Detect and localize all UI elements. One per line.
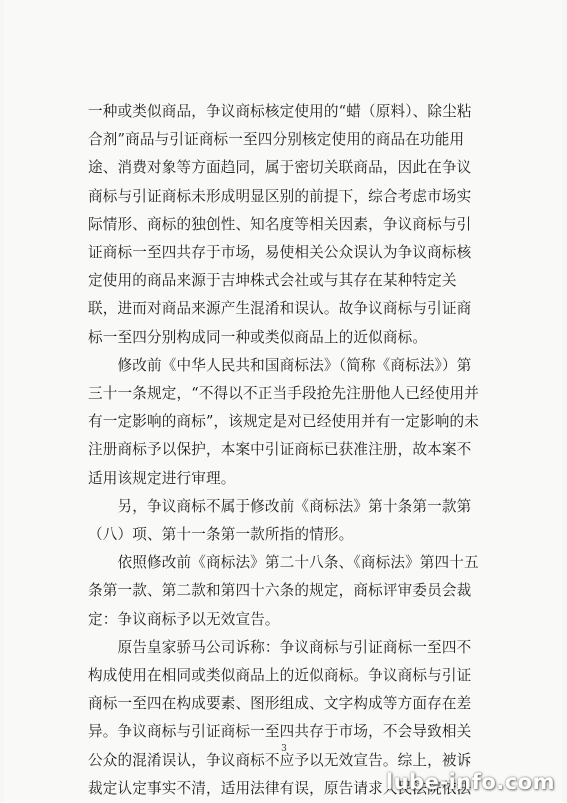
text-line: 有一定影响的商标”，该规定是对已经使用并有一定影响的未 — [88, 413, 479, 431]
text-line: 际情形、商标的独创性、知名度等相关因素，争议商标与引 — [88, 215, 472, 233]
document-body — [88, 98, 500, 803]
text-line: 途、消费对象等方面趋同，属于密切关联商品，因此在争议 — [88, 159, 472, 177]
text-line: 裁定认定事实不清，适用法律有误，原告请求人民法院依法 — [88, 779, 472, 797]
paragraph-1 — [88, 98, 500, 352]
text-line: 条第一款、第二款和第四十六条的规定，商标评审委员会裁 — [88, 582, 472, 600]
text-line: 构成使用在相同或类似商品上的近似商标。争议商标与引证 — [88, 667, 472, 685]
text-line: （八）项、第十一条第一款所指的情形。 — [88, 526, 354, 544]
text-line: 依照修改前《商标法》第二十八条、《商标法》第四十五 — [88, 554, 479, 572]
page-number: 3 — [281, 744, 287, 754]
text-line: 定：争议商标予以无效宣告。 — [88, 610, 280, 628]
text-line: 公众的混淆误认，争议商标不应予以无效宣告。综上，被诉 — [88, 751, 472, 769]
text-line: 商标一至四在构成要素、图形组成、文字构成等方面存在差 — [88, 695, 472, 713]
text-line: 一种或类似商品，争议商标核定使用的“蜡（原料）、除尘粘 — [88, 103, 472, 120]
text-line: 适用该规定进行审理。 — [88, 469, 236, 487]
text-line: 合剂”商品与引证商标一至四分别核定使用的商品在功能用 — [88, 131, 465, 149]
text-line: 商标与引证商标未形成明显区别的前提下，综合考虑市场实 — [88, 187, 472, 205]
text-line: 注册商标予以保护，本案中引证商标已获准注册，故本案不 — [88, 441, 472, 459]
site-watermark: lube-info.com — [385, 770, 555, 794]
text-line: 修改前《中华人民共和国商标法》（简称《商标法》）第 — [88, 356, 472, 374]
paragraph-4 — [88, 549, 500, 634]
text-line: 原告皇家骄马公司诉称：争议商标与引证商标一至四不 — [88, 638, 472, 656]
paragraph-3 — [88, 493, 500, 549]
text-line: 联，进而对商品来源产生混淆和误认。故争议商标与引证商 — [88, 300, 472, 318]
text-line: 三十一条规定，“不得以不正当手段抢先注册他人已经使用并 — [88, 385, 479, 403]
text-line: 定使用的商品来源于吉坤株式会社或与其存在某种特定关 — [88, 272, 457, 290]
text-line: 证商标一至四共存于市场，易使相关公众误认为争议商标核 — [88, 244, 472, 262]
text-line: 异。争议商标与引证商标一至四共存于市场，不会导致相关 — [88, 723, 472, 741]
text-line: 另，争议商标不属于修改前《商标法》第十条第一款第 — [88, 497, 472, 515]
paragraph-2 — [88, 352, 500, 493]
text-line: 标一至四分别构成同一种或类似商品上的近似商标。 — [88, 328, 428, 346]
